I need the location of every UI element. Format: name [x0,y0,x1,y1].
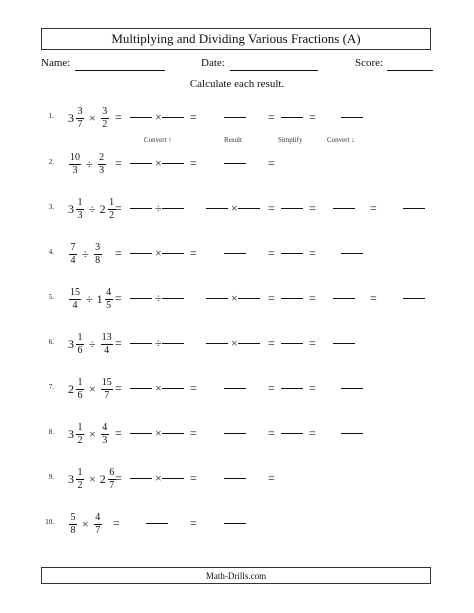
answer-blank [224,433,246,434]
answer-blank [162,208,184,209]
first-fraction-denominator: 4 [70,254,76,266]
answer-blank [238,208,260,209]
answer-blank [238,298,260,299]
equals-sign: = [268,291,275,305]
answer-blank [224,523,246,524]
answer-blank [206,298,228,299]
answer-blank [130,343,152,344]
operator: ÷ [82,246,89,261]
problem-number: 9. [48,473,54,481]
second-fraction [101,377,113,402]
second-fraction-numerator: 4 [95,511,101,523]
name-label: Name: [41,57,71,69]
problem-expression [68,234,103,274]
second-fraction-numerator: 4 [106,286,112,298]
problem-row [0,279,474,319]
problem-number: 5. [48,293,54,301]
operator-symbol: × [155,471,162,485]
date-label: Date: [201,57,225,69]
problem-row [0,189,474,229]
first-fraction-denominator: 3 [77,209,83,221]
answer-blank [224,253,246,254]
answer-blank [238,343,260,344]
equals-sign: = [113,516,120,530]
second-fraction-whole: 2 [99,472,106,486]
answer-blank [224,163,246,164]
first-fraction-numerator: 5 [70,511,76,523]
problem-row [0,98,474,138]
answer-blank [206,208,228,209]
second-fraction-whole: 1 [96,292,103,306]
first-fraction-denominator: 4 [72,299,78,311]
caption-convert-down: Convert ↓ [327,136,355,144]
answer-blank [403,298,425,299]
equals-sign: = [115,246,122,260]
caption-convert-up: Convert ↑ [144,136,172,144]
equals-sign: = [190,516,197,530]
answer-blank [162,433,184,434]
first-fraction-denominator: 2 [77,434,83,446]
problem-number: 10. [45,518,54,526]
second-fraction-denominator: 7 [95,524,101,536]
equals-sign: = [370,201,377,215]
operator-symbol: × [231,291,238,305]
operator: × [82,516,89,531]
first-fraction-numerator: 1 [77,466,83,478]
problem-expression [68,504,103,544]
operator-symbol: × [231,201,238,215]
second-fraction [101,106,109,131]
second-fraction-denominator: 2 [109,209,115,221]
second-fraction-numerator: 6 [109,466,115,478]
first-fraction-numerator: 1 [77,376,83,388]
equals-sign: = [268,246,275,260]
equals-sign: = [309,336,316,350]
second-fraction [101,332,113,357]
equals-sign: = [190,471,197,485]
answer-blank [130,163,152,164]
equals-sign: = [309,246,316,260]
second-fraction-denominator: 7 [109,479,115,491]
second-fraction [94,242,102,267]
answer-blank [130,208,152,209]
answer-blank [162,478,184,479]
answer-blank [224,388,246,389]
first-fraction [76,332,84,357]
answer-blank [281,343,303,344]
equals-sign: = [115,291,122,305]
equals-sign: = [115,110,122,124]
equals-sign: = [115,156,122,170]
footer-text: Math-Drills.com [205,570,267,581]
equals-sign: = [309,426,316,440]
operator: × [89,471,96,486]
problem-number: 8. [48,428,54,436]
answer-blank [333,343,355,344]
first-fraction [76,377,84,402]
second-fraction-whole: 2 [99,202,106,216]
equals-sign: = [309,110,316,124]
answer-blank [162,388,184,389]
first-fraction-whole: 3 [68,427,74,441]
problem-expression [68,324,114,364]
operator: × [89,426,96,441]
first-fraction-whole: 3 [68,111,74,125]
operator: ÷ [89,201,96,216]
problem-number: 6. [48,338,54,346]
score-label: Score: [355,57,384,69]
second-fraction-numerator: 13 [101,331,112,343]
answer-blank [333,208,355,209]
problem-row [0,459,474,499]
answer-blank [333,298,355,299]
equals-sign: = [309,381,316,395]
operator-symbol: ÷ [155,336,162,350]
first-fraction [76,422,84,447]
equals-sign: = [190,156,197,170]
answer-blank [341,117,363,118]
second-fraction [101,422,109,447]
caption-result: Result [224,136,242,144]
first-fraction [76,197,84,222]
answer-blank [281,117,303,118]
equals-sign: = [370,291,377,305]
first-fraction-numerator: 1 [77,331,83,343]
first-fraction [76,106,84,131]
answer-blank [130,388,152,389]
equals-sign: = [115,426,122,440]
second-fraction-numerator: 15 [101,376,112,388]
problem-number: 7. [48,383,54,391]
first-fraction-numerator: 1 [77,196,83,208]
problem-number: 4. [48,248,54,256]
first-fraction-whole: 2 [68,382,74,396]
operator-symbol: × [155,381,162,395]
problem-expression [68,144,107,184]
operator-symbol: × [155,426,162,440]
second-fraction [105,287,113,312]
operator: ÷ [89,336,96,351]
answer-blank [224,117,246,118]
footer [41,567,431,584]
answer-blank [162,298,184,299]
first-fraction-numerator: 7 [70,241,76,253]
answer-blank [162,253,184,254]
equals-sign: = [115,336,122,350]
caption-simplify: Simplify [278,136,303,144]
problem-expression [68,414,110,454]
problem-row [0,324,474,364]
instruction: Calculate each result. [189,78,285,90]
second-fraction-numerator: 3 [95,241,101,253]
answer-blank [162,163,184,164]
equals-sign: = [268,336,275,350]
answer-blank [206,343,228,344]
answer-blank [130,298,152,299]
answer-blank [281,298,303,299]
answer-blank [281,433,303,434]
operator-symbol: ÷ [155,291,162,305]
answer-blank [403,208,425,209]
equals-sign: = [190,426,197,440]
answer-blank [341,388,363,389]
second-fraction-numerator: 1 [109,196,115,208]
first-fraction [69,242,77,267]
second-fraction-numerator: 3 [102,105,108,117]
second-fraction-denominator: 4 [104,344,110,356]
equals-sign: = [268,381,275,395]
equals-sign: = [115,201,122,215]
first-fraction [69,287,81,312]
operator: × [89,110,96,125]
problem-row [0,234,474,274]
second-fraction-numerator: 2 [99,151,105,163]
problem-expression [68,189,117,229]
equals-sign: = [190,110,197,124]
answer-blank [281,253,303,254]
equals-sign: = [190,381,197,395]
first-fraction-numerator: 10 [70,151,80,163]
answer-blank [162,343,184,344]
operator: ÷ [86,156,93,171]
operator-symbol: × [155,246,162,260]
second-fraction-denominator: 2 [102,118,108,130]
equals-sign: = [268,201,275,215]
operator: ÷ [86,291,93,306]
equals-sign: = [115,381,122,395]
equals-sign: = [268,156,275,170]
first-fraction-numerator: 1 [77,421,83,433]
second-fraction-denominator: 8 [95,254,101,266]
first-fraction [69,512,77,537]
second-fraction-denominator: 3 [99,164,105,176]
answer-blank [130,433,152,434]
first-fraction-denominator: 8 [70,524,76,536]
problem-expression [68,279,114,319]
equals-sign: = [309,291,316,305]
answer-blank [130,478,152,479]
second-fraction-denominator: 3 [102,434,108,446]
second-fraction-denominator: 7 [104,389,110,401]
first-fraction-denominator: 6 [77,389,83,401]
problem-row [0,414,474,454]
equals-sign: = [115,471,122,485]
problem-number: 2. [48,158,54,166]
answer-blank [130,117,152,118]
worksheet-title [41,28,431,50]
operator: × [89,381,96,396]
answer-blank [224,478,246,479]
answer-blank [341,253,363,254]
first-fraction-denominator: 7 [77,118,83,130]
first-fraction-whole: 3 [68,337,74,351]
operator-symbol: × [231,336,238,350]
problem-number: 3. [48,203,54,211]
first-fraction [69,152,81,177]
answer-blank [146,523,168,524]
equals-sign: = [268,471,275,485]
operator-symbol: × [155,156,162,170]
answer-blank [341,433,363,434]
first-fraction-denominator: 6 [77,344,83,356]
first-fraction-whole: 3 [68,472,74,486]
answer-blank [281,388,303,389]
first-fraction-denominator: 2 [77,479,83,491]
operator-symbol: × [155,110,162,124]
problem-expression [68,98,110,138]
problem-row [0,369,474,409]
equals-sign: = [268,110,275,124]
first-fraction-denominator: 3 [72,164,78,176]
name-line [75,70,165,71]
operator-symbol: ÷ [155,201,162,215]
title-text: Multiplying and Dividing Various Fractions (A) [111,31,361,46]
first-fraction-numerator: 15 [70,286,80,298]
equals-sign: = [190,246,197,260]
problem-row [0,144,474,184]
score-line [387,70,433,71]
equals-sign: = [268,426,275,440]
first-fraction-whole: 3 [68,202,74,216]
problem-expression [68,459,117,499]
first-fraction-numerator: 3 [77,105,83,117]
answer-blank [130,253,152,254]
second-fraction [98,152,106,177]
equals-sign: = [309,201,316,215]
answer-blank [281,208,303,209]
problem-expression [68,369,114,409]
date-line [230,70,318,71]
first-fraction [76,467,84,492]
second-fraction-numerator: 4 [102,421,108,433]
second-fraction [94,512,102,537]
second-fraction-denominator: 5 [106,299,112,311]
problem-number: 1. [48,112,54,120]
problem-row [0,504,474,544]
answer-blank [162,117,184,118]
